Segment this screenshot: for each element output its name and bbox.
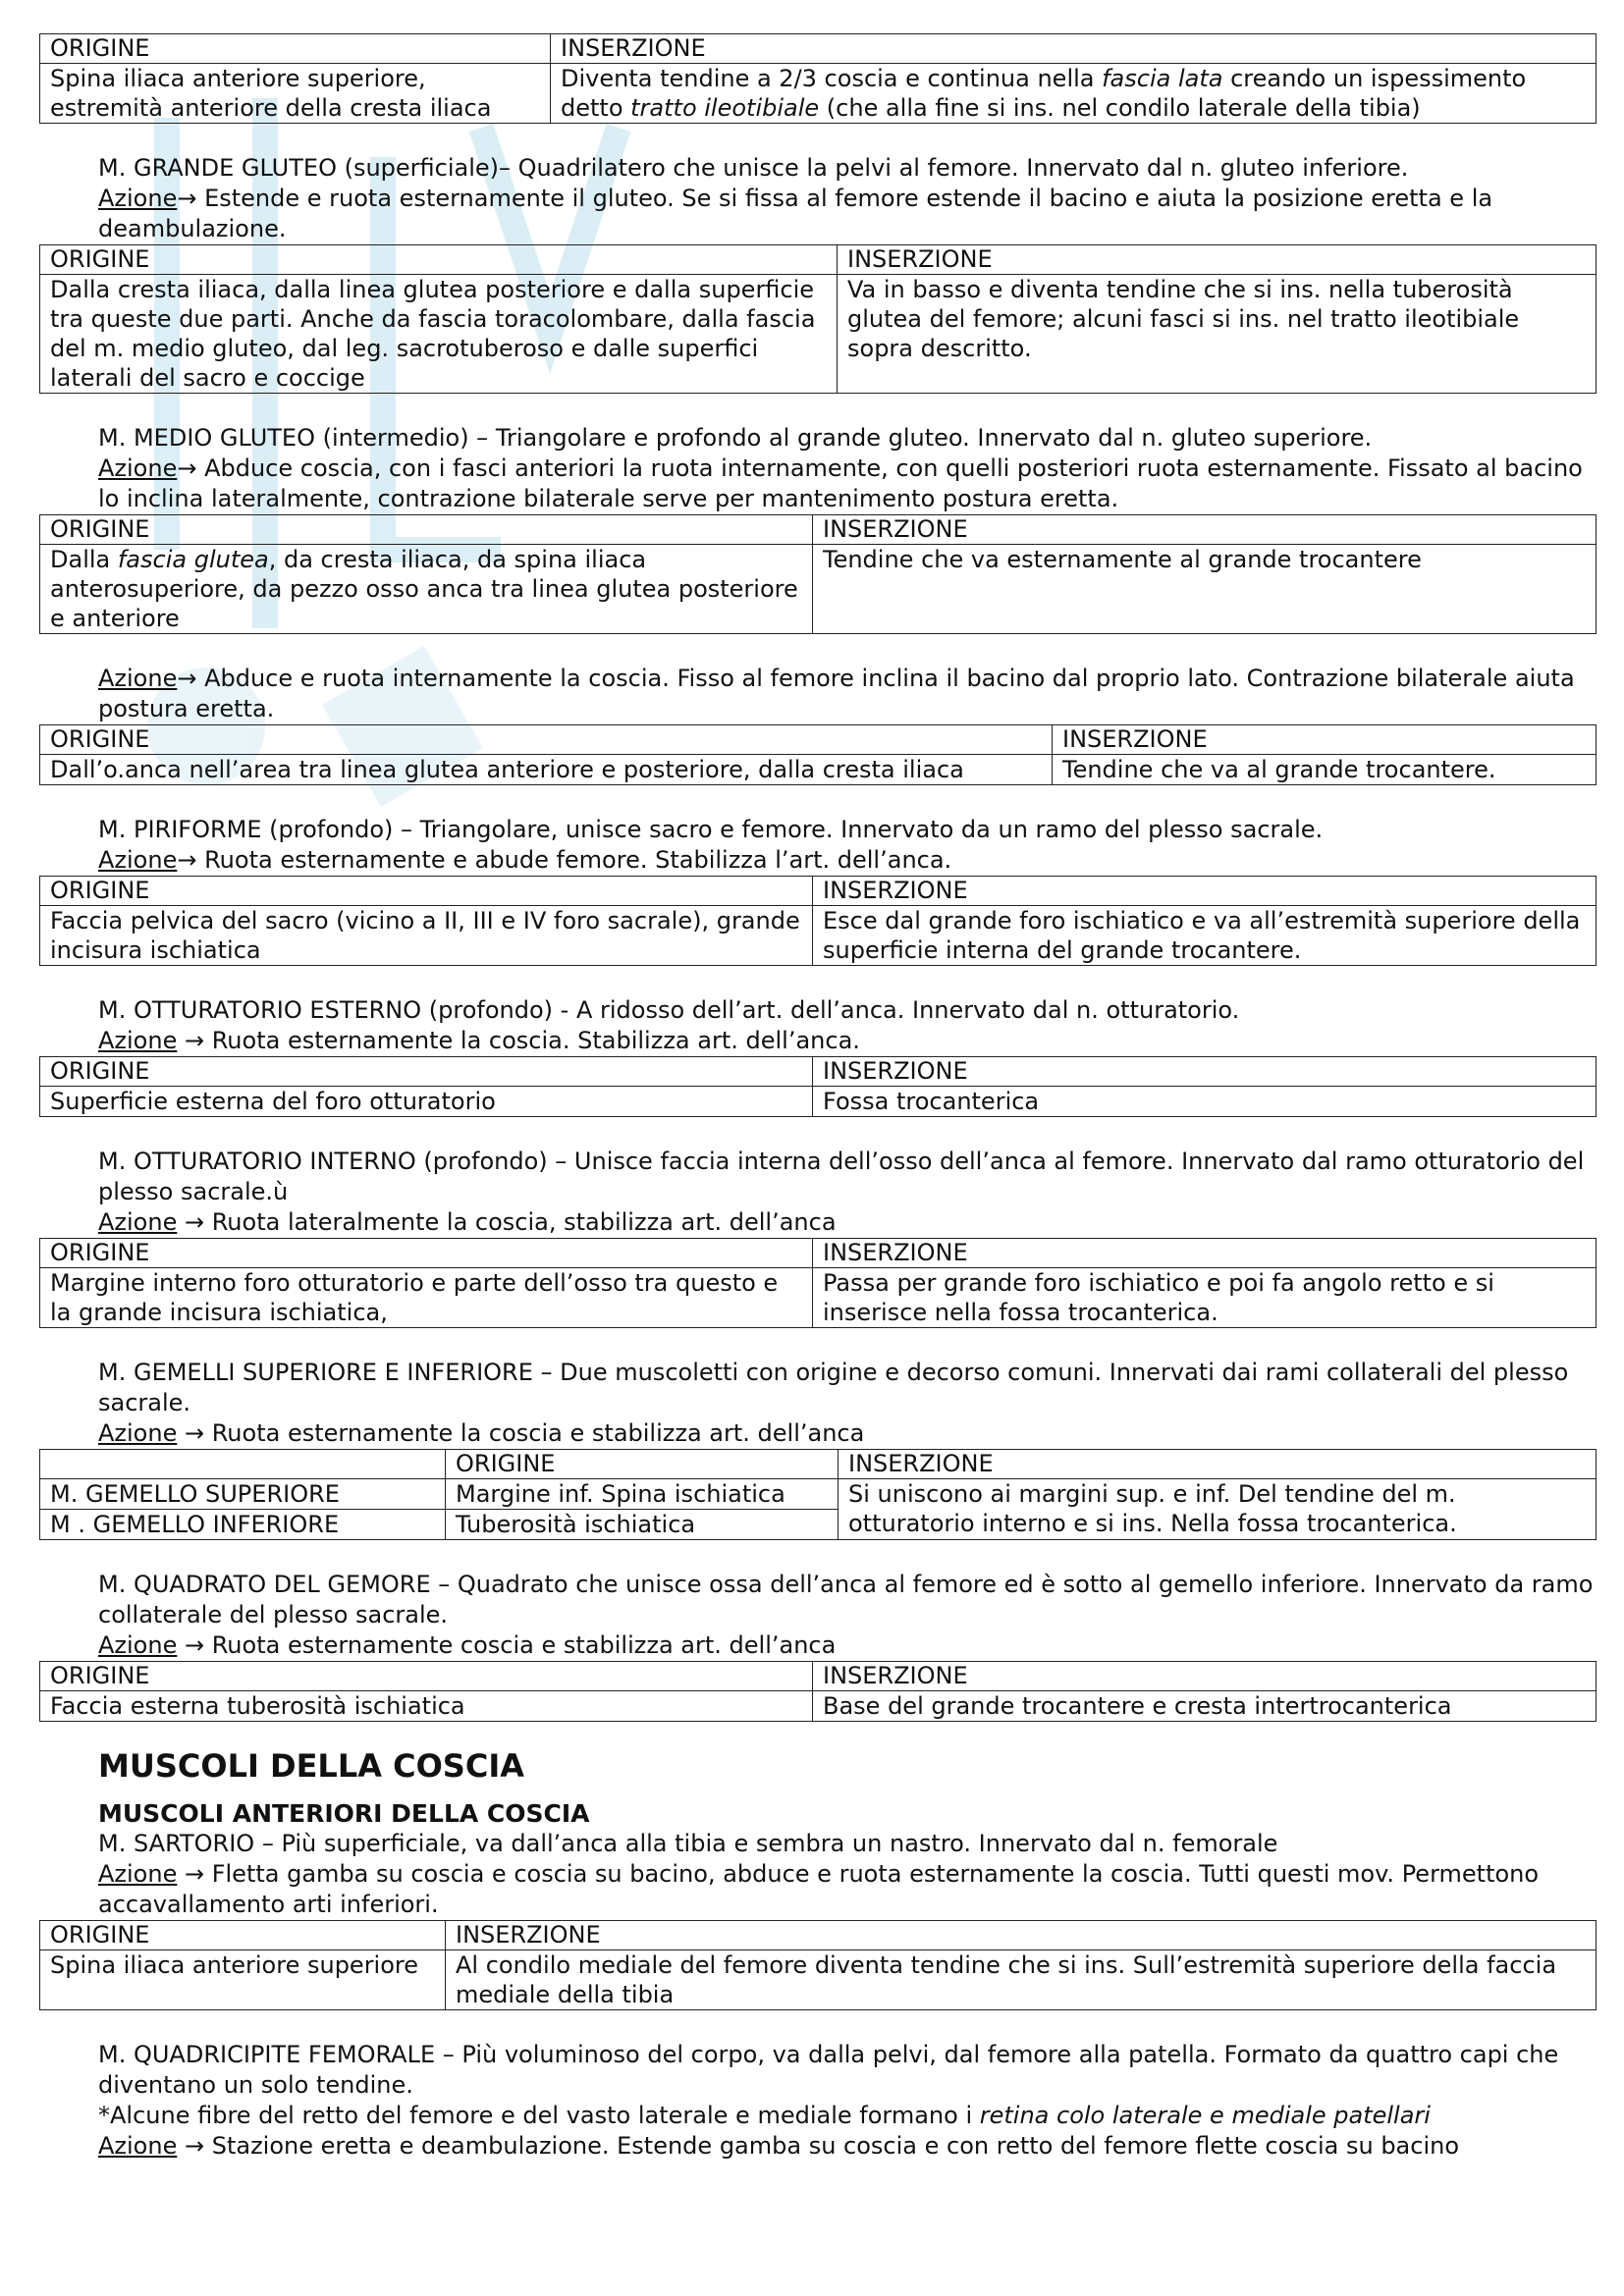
insertion-cell: Si uniscono ai margini sup. e inf. Del tendine del m. otturatorio interno e si ins. Nella fossa trocanterica. [839,1479,1597,1540]
table-header-origine: ORIGINE [40,1239,813,1268]
table-header-inserzione: INSERZIONE [813,1239,1597,1268]
insertion-cell: Va in basso e diventa tendine che si ins. nella tuberosità glutea del femore; alcuni fasci si ins. nel tratto ileotibiale sopra descritto. [838,275,1597,394]
muscle-title: M. PIRIFORME (profondo) – Triangolare, unisce sacro e femore. Innervato da un ramo del plesso sacrale. [98,816,1324,843]
document-page [39,33,1597,2177]
muscle-table [39,876,1597,966]
table-header-origine: ORIGINE [40,34,551,64]
table-header-empty [40,1450,446,1479]
row-label-gemello-inferiore: M . GEMELLO INFERIORE [40,1510,446,1540]
origin-cell: Superficie esterna del foro otturatorio [40,1087,813,1117]
muscle-block-quadrato [39,1570,1597,1722]
muscle-title: M. SARTORIO – Più superficiale, va dall’anca alla tibia e sembra un nastro. Innervato dal n. femorale [98,1830,1278,1857]
muscle-block-piccolo-gluteo [39,664,1597,785]
insertion-cell: Esce dal grande foro ischiatico e va all’estremità superiore della superficie interna del grande trocantere. [813,906,1597,966]
table-header-origine: ORIGINE [40,1921,446,1950]
muscle-table [39,33,1597,124]
muscle-block-medio-gluteo [39,423,1597,634]
table-header-origine: ORIGINE [40,1057,813,1087]
muscle-block-piriforme [39,815,1597,966]
muscle-title: M. OTTURATORIO ESTERNO (profondo) - A ridosso dell’art. dell’anca. Innervato dal n. otturatorio. [98,996,1240,1024]
muscle-action: Azione→ Abduce e ruota internamente la coscia. Fisso al femore inclina il bacino dal proprio lato. Contrazione bilaterale aiuta postura eretta. [98,665,1575,722]
origin-cell: Margine interno foro otturatorio e parte dell’osso tra questo e la grande incisura ischiatica, [40,1268,813,1328]
muscle-action: Azione → Ruota esternamente coscia e stabilizza art. dell’anca [98,1631,837,1659]
muscle-title: M. QUADRATO DEL GEMORE – Quadrato che unisce ossa dell’anca al femore ed è sotto al gemello inferiore. Innervato da ramo collaterale del plesso sacrale. [98,1571,1594,1629]
muscle-title: M. QUADRICIPITE FEMORALE – Più voluminoso del corpo, va dalla pelvi, dal femore alla patella. Formato da quattro capi che diventano un solo tendine. [98,2041,1559,2099]
origin-cell: Spina iliaca anteriore superiore [40,1950,446,2010]
muscle-block-tensore [39,33,1597,124]
muscle-title: M. OTTURATORIO INTERNO (profondo) – Unisce faccia interna dell’osso dell’anca al femore. Innervato dal ramo otturatorio del plesso sacrale.ù [98,1148,1585,1205]
table-header-origine: ORIGINE [40,515,813,545]
muscle-block-quadricipite [39,2040,1597,2162]
muscle-block-otturatorio-interno [39,1147,1597,1328]
origin-cell: Spina iliaca anteriore superiore, estremità anteriore della cresta iliaca [40,64,551,124]
subsection-heading: MUSCOLI ANTERIORI DELLA COSCIA [98,1799,590,1828]
muscle-table [39,1661,1597,1722]
table-header-inserzione: INSERZIONE [839,1450,1597,1479]
origin-cell: Faccia pelvica del sacro (vicino a II, III e IV foro sacrale), grande incisura ischiatica [40,906,813,966]
muscle-table [39,1920,1597,2010]
table-header-origine: ORIGINE [40,245,838,275]
origin-cell: Dalla fascia glutea, da cresta iliaca, da spina iliaca anterosuperiore, da pezzo osso anca tra linea glutea posteriore e anteriore [40,545,813,634]
section-heading: MUSCOLI DELLA COSCIA [98,1747,524,1785]
insertion-cell: Al condilo mediale del femore diventa tendine che si ins. Sull’estremità superiore della faccia mediale della tibia [446,1950,1597,2010]
table-header-inserzione: INSERZIONE [551,34,1597,64]
muscle-table [39,1449,1597,1540]
table-header-inserzione: INSERZIONE [813,1662,1597,1691]
insertion-cell: Base del grande trocantere e cresta intertrocanterica [813,1691,1597,1722]
table-header-inserzione: INSERZIONE [813,877,1597,906]
origin-cell: Margine inf. Spina ischiatica [446,1479,839,1510]
muscle-title: M. MEDIO GLUTEO (intermedio) – Triangolare e profondo al grande gluteo. Innervato dal n. gluteo superiore. [98,424,1373,452]
muscle-action: Azione → Fletta gamba su coscia e coscia su bacino, abduce e ruota esternamente la coscia. Tutti questi mov. Permettono accavallamento arti inferiori. [98,1860,1540,1918]
origin-cell: Dalla cresta iliaca, dalla linea glutea posteriore e dalla superficie tra queste due parti. Anche da fascia toracolombare, dalla fascia del m. medio gluteo, dal leg. sacrotuberoso e dalle superfici laterali del sacro e coccige [40,275,838,394]
muscle-title: M. GRANDE GLUTEO (superficiale)– Quadrilatero che unisce la pelvi al femore. Innervato dal n. gluteo inferiore. [98,154,1409,182]
insertion-cell: Diventa tendine a 2/3 coscia e continua nella fascia lata creando un ispessimento detto tratto ileotibiale (che alla fine si ins. nel condilo laterale della tibia) [551,64,1597,124]
insertion-cell: Fossa trocanterica [813,1087,1597,1117]
muscle-table [39,724,1597,785]
table-header-inserzione: INSERZIONE [838,245,1597,275]
row-label-gemello-superiore: M. GEMELLO SUPERIORE [40,1479,446,1510]
muscle-block-grande-gluteo [39,153,1597,394]
muscle-table [39,1056,1597,1117]
table-header-origine: ORIGINE [40,1662,813,1691]
muscle-block-sartorio [39,1829,1597,2010]
muscle-action: Azione → Ruota esternamente la coscia. Stabilizza art. dell’anca. [98,1027,860,1054]
muscle-table [39,514,1597,634]
origin-cell: Dall’o.anca nell’area tra linea glutea anteriore e posteriore, dalla cresta iliaca [40,755,1053,785]
table-header-inserzione: INSERZIONE [1053,725,1597,755]
insertion-cell: Tendine che va esternamente al grande trocantere [813,545,1597,634]
muscle-action: Azione → Ruota lateralmente la coscia, stabilizza art. dell’anca [98,1208,837,1236]
muscle-action: Azione→ Abduce coscia, con i fasci anteriori la ruota internamente, con quelli posteriori ruota esternamente. Fissato al bacino lo inclina lateralmente, contrazione bilaterale serve per mantenimento postura eretta. [98,454,1583,512]
muscle-title: M. GEMELLI SUPERIORE E INFERIORE – Due muscoletti con origine e decorso comuni. Innervati dai rami collaterali del plesso sacrale. [98,1359,1569,1416]
muscle-block-otturatorio-esterno [39,995,1597,1117]
table-header-inserzione: INSERZIONE [813,515,1597,545]
table-header-origine: ORIGINE [40,725,1053,755]
muscle-note: *Alcune fibre del retto del femore e del vasto laterale e mediale formano i retina colo laterale e mediale patellari [98,2102,1431,2129]
muscle-block-gemelli [39,1358,1597,1540]
table-header-inserzione: INSERZIONE [813,1057,1597,1087]
muscle-table [39,1238,1597,1328]
table-header-origine: ORIGINE [40,877,813,906]
insertion-cell: Tendine che va al grande trocantere. [1053,755,1597,785]
table-header-inserzione: INSERZIONE [446,1921,1597,1950]
origin-cell: Tuberosità ischiatica [446,1510,839,1540]
muscle-action: Azione→ Ruota esternamente e abude femore. Stabilizza l’art. dell’anca. [98,846,952,874]
muscle-table [39,244,1597,394]
muscle-action: Azione → Ruota esternamente la coscia e stabilizza art. dell’anca [98,1419,865,1447]
origin-cell: Faccia esterna tuberosità ischiatica [40,1691,813,1722]
muscle-action: Azione→ Estende e ruota esternamente il gluteo. Se si fissa al femore estende il bacino e aiuta la posizione eretta e la deambulazione. [98,185,1493,242]
muscle-action: Azione → Stazione eretta e deambulazione. Estende gamba su coscia e con retto del femore flette coscia su bacino [98,2132,1460,2160]
insertion-cell: Passa per grande foro ischiatico e poi fa angolo retto e si inserisce nella fossa trocanterica. [813,1268,1597,1328]
table-header-origine: ORIGINE [446,1450,839,1479]
